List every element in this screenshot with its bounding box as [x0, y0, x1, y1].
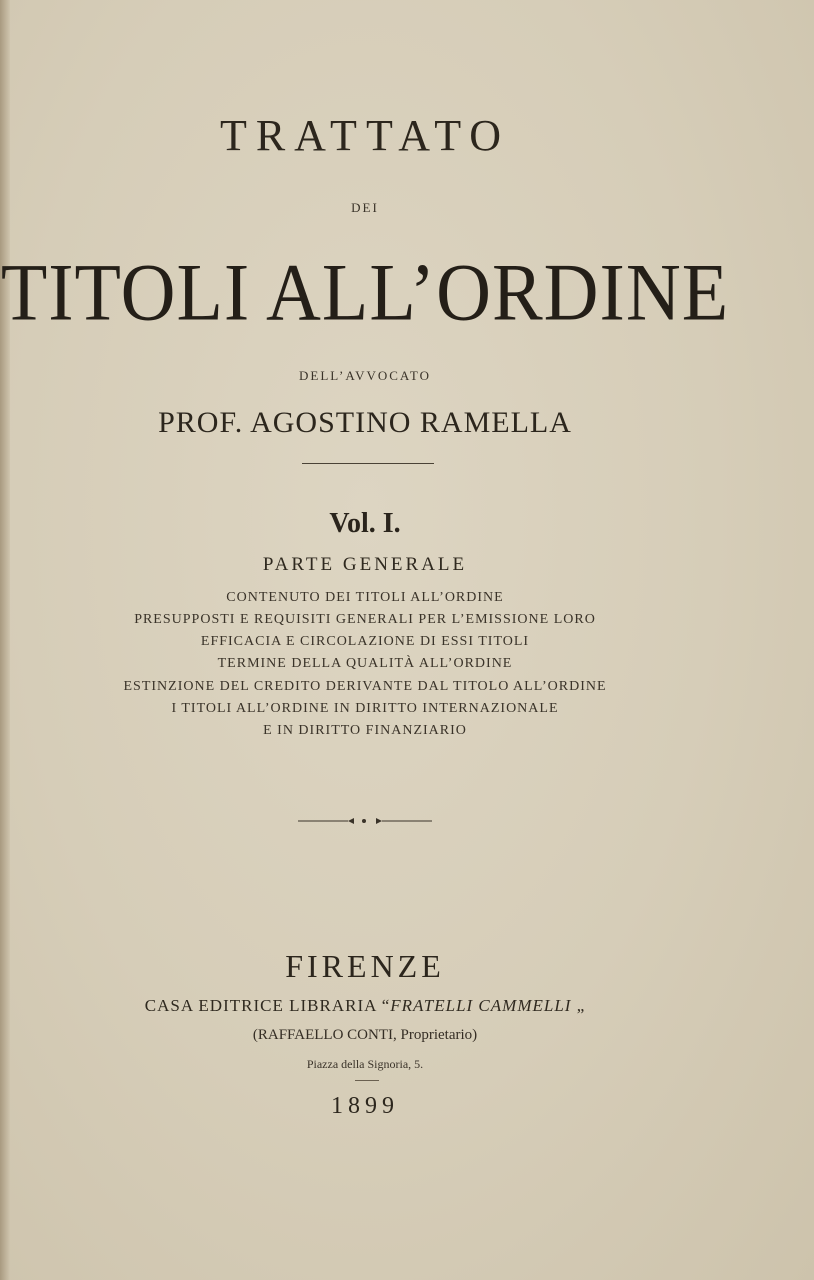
- small-divider: [355, 1080, 379, 1081]
- publisher-suffix: „: [571, 996, 586, 1015]
- volume-label: Vol. I.: [329, 508, 401, 539]
- publisher-address: Piazza della Signoria, 5.: [306, 1057, 424, 1071]
- author-name: PROF. AGOSTINO RAMELLA: [158, 406, 572, 439]
- publisher-name: FRATELLI CAMMELLI: [390, 996, 572, 1015]
- ornament-divider: [298, 815, 432, 827]
- contents-item: TERMINE DELLA QUALITÀ ALL’ORDINE: [217, 656, 513, 671]
- author-prefix: DELL’AVVOCATO: [299, 368, 431, 383]
- publication-city: FIRENZE: [285, 948, 445, 984]
- contents-item: E IN DIRITTO FINANZIARIO: [263, 723, 467, 738]
- title-line-1: TRATTATO: [219, 111, 511, 160]
- divider-rule: [302, 463, 434, 464]
- main-title: TITOLI ALL’ORDINE: [0, 247, 730, 338]
- part-heading: PARTE GENERALE: [262, 554, 468, 575]
- contents-item: CONTENUTO DEI TITOLI ALL’ORDINE: [226, 590, 504, 605]
- publisher-owner: (RAFFAELLO CONTI, Proprietario): [252, 1027, 478, 1043]
- contents-item: ESTINZIONE DEL CREDITO DERIVANTE DAL TITOLO ALL’ORDINE: [123, 679, 607, 694]
- contents-item: I TITOLI ALL’ORDINE IN DIRITTO INTERNAZIONALE: [171, 701, 559, 716]
- contents-item: EFFICACIA E CIRCOLAZIONE DI ESSI TITOLI: [200, 634, 530, 649]
- title-connector: DEI: [351, 200, 379, 215]
- publication-year: 1899: [331, 1093, 399, 1119]
- publisher-line: [0, 996, 730, 1016]
- contents-item: PRESUPPOSTI E REQUISITI GENERALI PER L’EMISSIONE LORO: [134, 612, 596, 627]
- publisher-prefix: CASA EDITRICE LIBRARIA “: [144, 996, 391, 1015]
